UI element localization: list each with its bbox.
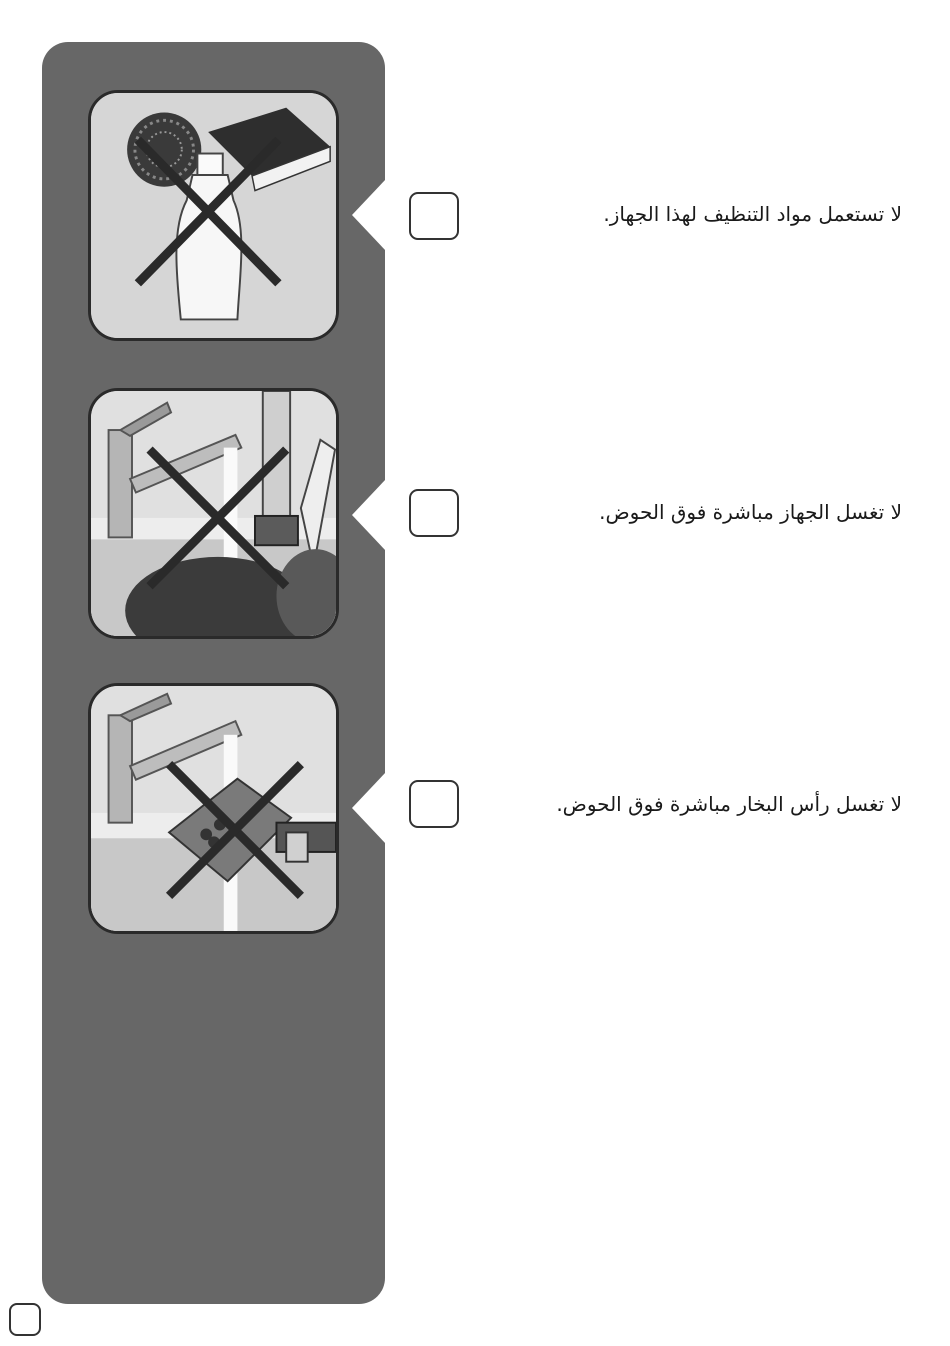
instruction-text-3: لا تغسل رأس البخار مباشرة فوق الحوض. <box>556 792 902 816</box>
instruction-text-1: لا تستعمل مواد التنظيف لهذا الجهاز. <box>603 202 902 226</box>
step-number-box-1 <box>409 192 459 240</box>
step-number-box-2 <box>409 489 459 537</box>
panel-pointer-1 <box>352 179 386 251</box>
panel-pointer-2 <box>352 479 386 551</box>
no-wash-steam-head-under-tap-icon <box>88 683 339 934</box>
page-number-box <box>9 1303 41 1336</box>
panel-pointer-3 <box>352 772 386 844</box>
no-cleaning-products-icon <box>88 90 339 341</box>
no-wash-device-under-tap-icon <box>88 388 339 639</box>
instruction-text-2: لا تغسل الجهاز مباشرة فوق الحوض. <box>599 500 902 524</box>
step-number-box-3 <box>409 780 459 828</box>
